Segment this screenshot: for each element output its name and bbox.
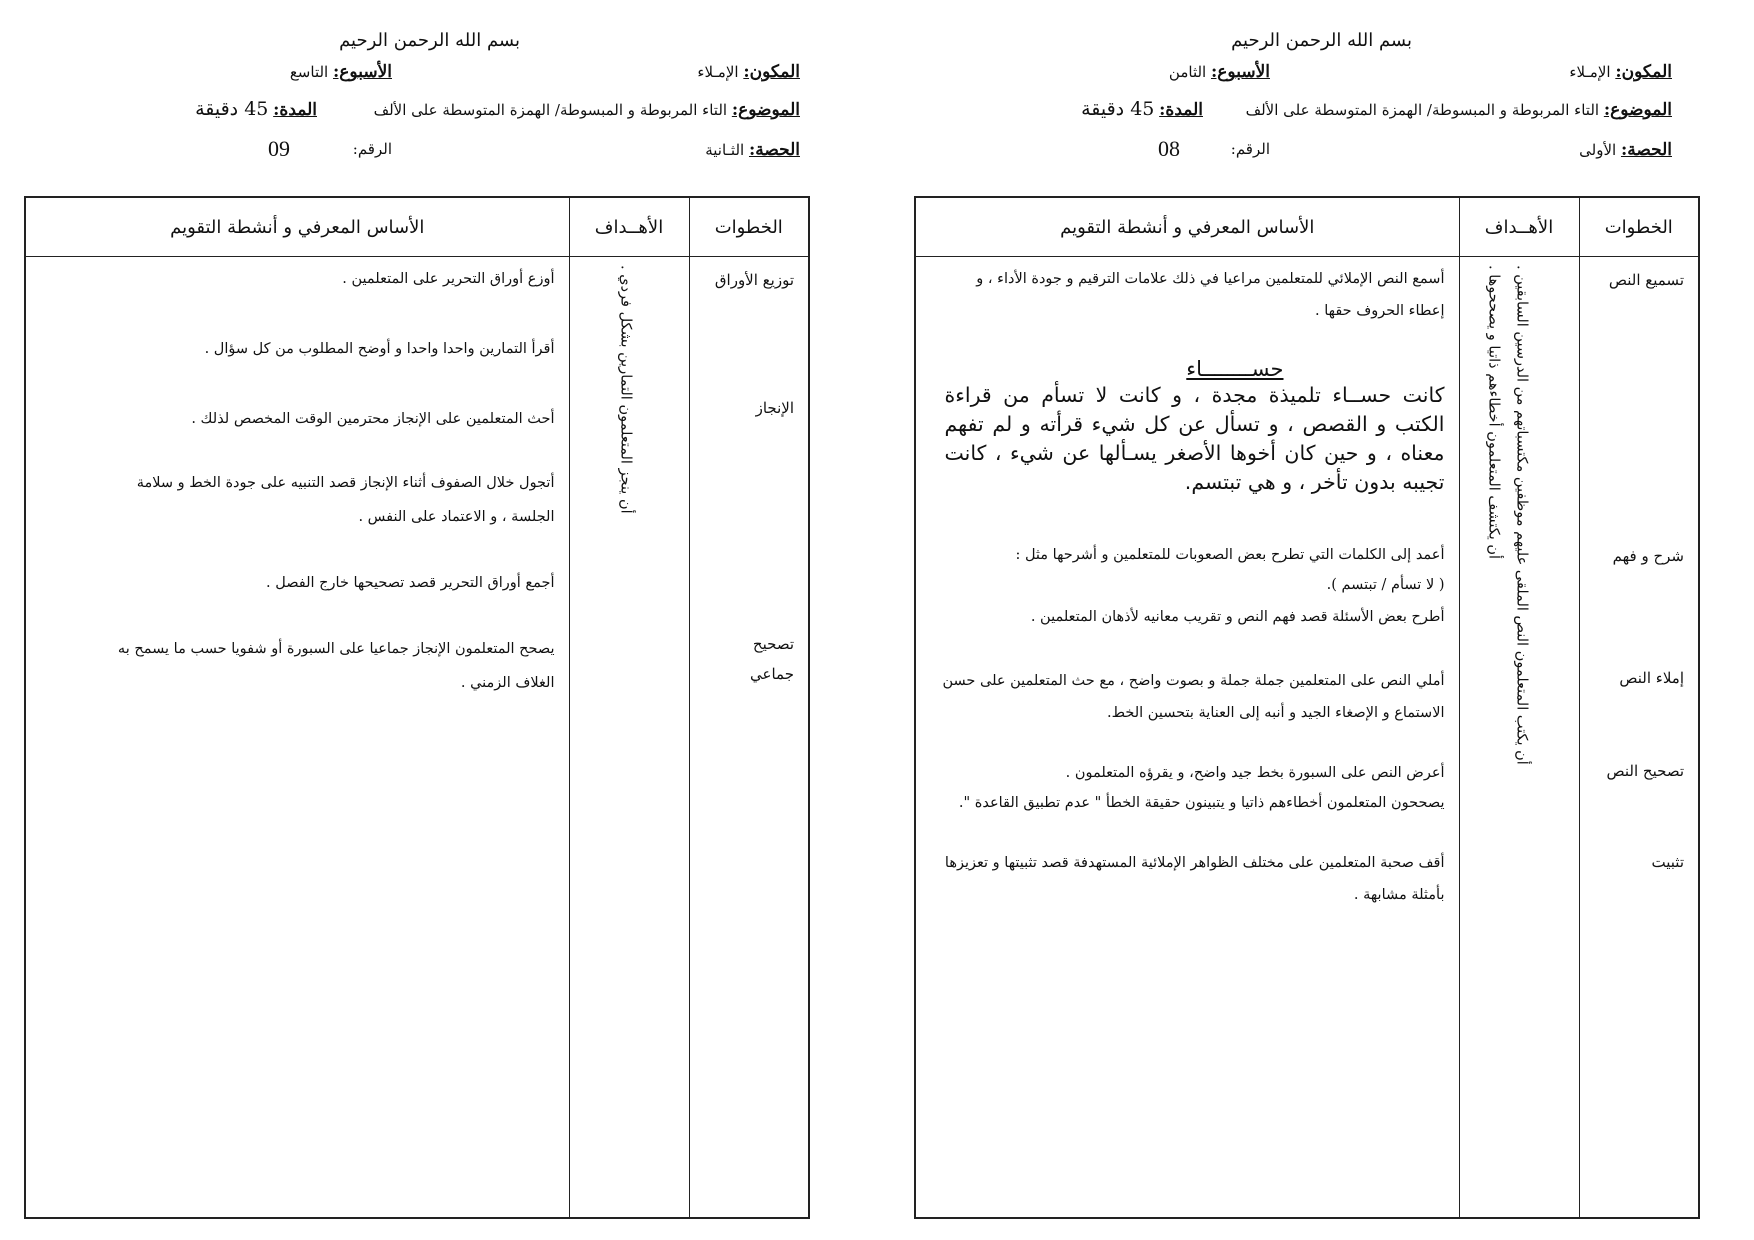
content-p4b: الجلسة ، و الاعتماد على النفس .	[358, 509, 555, 525]
component-row	[1569, 62, 1672, 82]
topic-row	[374, 100, 800, 120]
topic-label: الموضوع:	[731, 100, 800, 120]
number-value: 09	[268, 136, 290, 161]
goal-1: أن ينجز المتعلمون التمارين بشكل فردي .	[617, 265, 634, 514]
week-value: الثامن	[1168, 63, 1207, 81]
story-text: كانت حســاء تلميذة مجدة ، و كانت لا تسأم من قراءة الكتب و القصص ، و تسأل عن كل شيء قرأته و لم تفهم معناه ، و حين كان أخوها الأصغر يسـألها عن شيء ، كانت تجيبه بدون تأخر ، و هي تبتسم.	[944, 383, 1445, 494]
content-p6: يصححون المتعلمون أخطاءهم ذاتيا و يتبينون حقيقة الخطأ " عدم تطبيق القاعدة ".	[958, 795, 1445, 811]
steps-header: الخطوات	[689, 197, 809, 257]
steps-header: الخطوات	[1579, 197, 1699, 257]
content-p5: أجمع أوراق التحرير قصد تصحيحها خارج الفصل .	[266, 575, 555, 591]
step-2: الإنجاز	[755, 399, 794, 417]
content-header: الأساس المعرفي و أنشطة التقويم	[25, 197, 569, 257]
topic-label: الموضوع:	[1603, 100, 1672, 120]
content-column	[25, 257, 569, 1219]
duration-row	[195, 98, 317, 120]
content-p1b: إعطاء الحروف حقها .	[1315, 303, 1445, 319]
lesson-sheet-08	[900, 0, 1700, 1240]
content-header: الأساس المعرفي و أنشطة التقويم	[915, 197, 1459, 257]
content-p4: أتجول خلال الصفوف أثناء الإنجاز قصد التنبيه على جودة الخط و سلامة	[136, 475, 555, 491]
step-1: تسميع النص	[1608, 271, 1684, 289]
content-p1: أوزع أوراق التحرير على المتعلمين .	[342, 271, 555, 287]
duration-label: المدة:	[273, 100, 317, 120]
session-label: الحصة:	[1620, 140, 1672, 160]
goals-column	[1459, 257, 1579, 1219]
story-title: حســــــــاء	[1186, 357, 1284, 381]
content-p3: أطرح بعض الأسئلة قصد فهم النص و تقريب معانيه لأذهان المتعلمين .	[1030, 609, 1445, 625]
week-value: التاسع	[289, 63, 329, 81]
step-5: تثبيت	[1651, 853, 1684, 871]
session-row	[705, 140, 800, 160]
component-value: الإمـلاء	[697, 63, 739, 81]
content-p2b: ( لا تسأم / تبتسم ).	[1326, 577, 1445, 593]
number-label: الرقم:	[352, 140, 392, 158]
step-3: إملاء النص	[1619, 669, 1684, 687]
step-2: شرح و فهم	[1612, 547, 1684, 565]
steps-column	[689, 257, 809, 1219]
step-4: جماعي	[750, 665, 794, 683]
step-3: تصحيح	[752, 635, 794, 653]
step-1: توزيع الأوراق	[714, 271, 794, 289]
steps-column	[1579, 257, 1699, 1219]
goal-1: أن يكتب المتعلمون النص الملقى عليهم موظفين مكتسباتهم من الدرسين السابقين .	[1513, 265, 1530, 765]
session-row	[1579, 140, 1672, 160]
basmala: بسم الله الرحمن الرحيم	[339, 30, 520, 51]
session-value: الأولى	[1579, 141, 1617, 159]
goals-column	[569, 257, 689, 1219]
goals-header: الأهــداف	[1459, 197, 1579, 257]
step-4: تصحيح النص	[1606, 762, 1684, 780]
content-p3: أحث المتعلمين على الإنجاز محترمين الوقت المخصص لذلك .	[191, 411, 555, 427]
week-row	[290, 62, 392, 82]
component-label: المكون:	[1615, 62, 1672, 82]
duration-row	[1081, 98, 1203, 120]
lesson-table	[24, 196, 810, 1219]
topic-value: التاء المربوطة و المبسوطة/ الهمزة المتوسطة على الألف	[1245, 101, 1600, 119]
duration-value: 45 دقيقة	[195, 98, 269, 120]
session-label: الحصة:	[748, 140, 800, 160]
content-p7: أقف صحبة المتعلمين على مختلف الظواهر الإملائية المستهدفة قصد تثبيتها و تعزيزها	[944, 855, 1445, 871]
duration-label: المدة:	[1159, 100, 1203, 120]
content-p2: أقرأ التمارين واحدا واحدا و أوضح المطلوب من كل سؤال .	[204, 341, 555, 357]
week-row	[1169, 62, 1270, 82]
week-label: الأسبوع:	[1211, 62, 1270, 82]
number-value: 08	[1158, 136, 1180, 161]
topic-row	[1246, 100, 1672, 120]
component-value: الإمـلاء	[1569, 63, 1611, 81]
duration-value: 45 دقيقة	[1081, 98, 1155, 120]
component-row	[697, 62, 800, 82]
week-label: الأسبوع:	[333, 62, 392, 82]
goal-2: أن يكتشف المتعلمون أخطاءهم ذاتيا و يصححوها .	[1485, 265, 1502, 560]
goals-header: الأهــداف	[569, 197, 689, 257]
number-label: الرقم:	[1230, 140, 1270, 158]
content-p5: أعرض النص على السبورة بخط جيد واضح، و يقرؤه المتعلمون .	[1065, 765, 1445, 781]
session-value: الثـانية	[705, 141, 745, 159]
lesson-table	[914, 196, 1700, 1219]
content-p4b: الاستماع و الإصغاء الجيد و أنبه إلى العناية بتحسين الخط.	[1107, 705, 1445, 721]
content-p2: أعمد إلى الكلمات التي تطرح بعض الصعوبات للمتعلمين و أشرحها مثل :	[1015, 547, 1445, 563]
content-column	[915, 257, 1459, 1219]
content-p4: أملي النص على المتعلمين جملة جملة و بصوت واضح ، مع حث المتعلمين على حسن	[942, 673, 1445, 689]
content-p7b: بأمثلة مشابهة .	[1353, 887, 1445, 903]
component-label: المكون:	[743, 62, 800, 82]
content-p6: يصحح المتعلمون الإنجاز جماعيا على السبورة أو شفويا حسب ما يسمح به	[117, 641, 555, 657]
basmala: بسم الله الرحمن الرحيم	[1231, 30, 1412, 51]
content-p6b: الغلاف الزمني .	[460, 675, 555, 691]
lesson-sheet-09	[10, 0, 810, 1240]
content-p1: أسمع النص الإملائي للمتعلمين مراعيا في ذلك علامات الترقيم و جودة الأداء ، و	[976, 271, 1445, 287]
topic-value: التاء المربوطة و المبسوطة/ الهمزة المتوسطة على الألف	[373, 101, 728, 119]
